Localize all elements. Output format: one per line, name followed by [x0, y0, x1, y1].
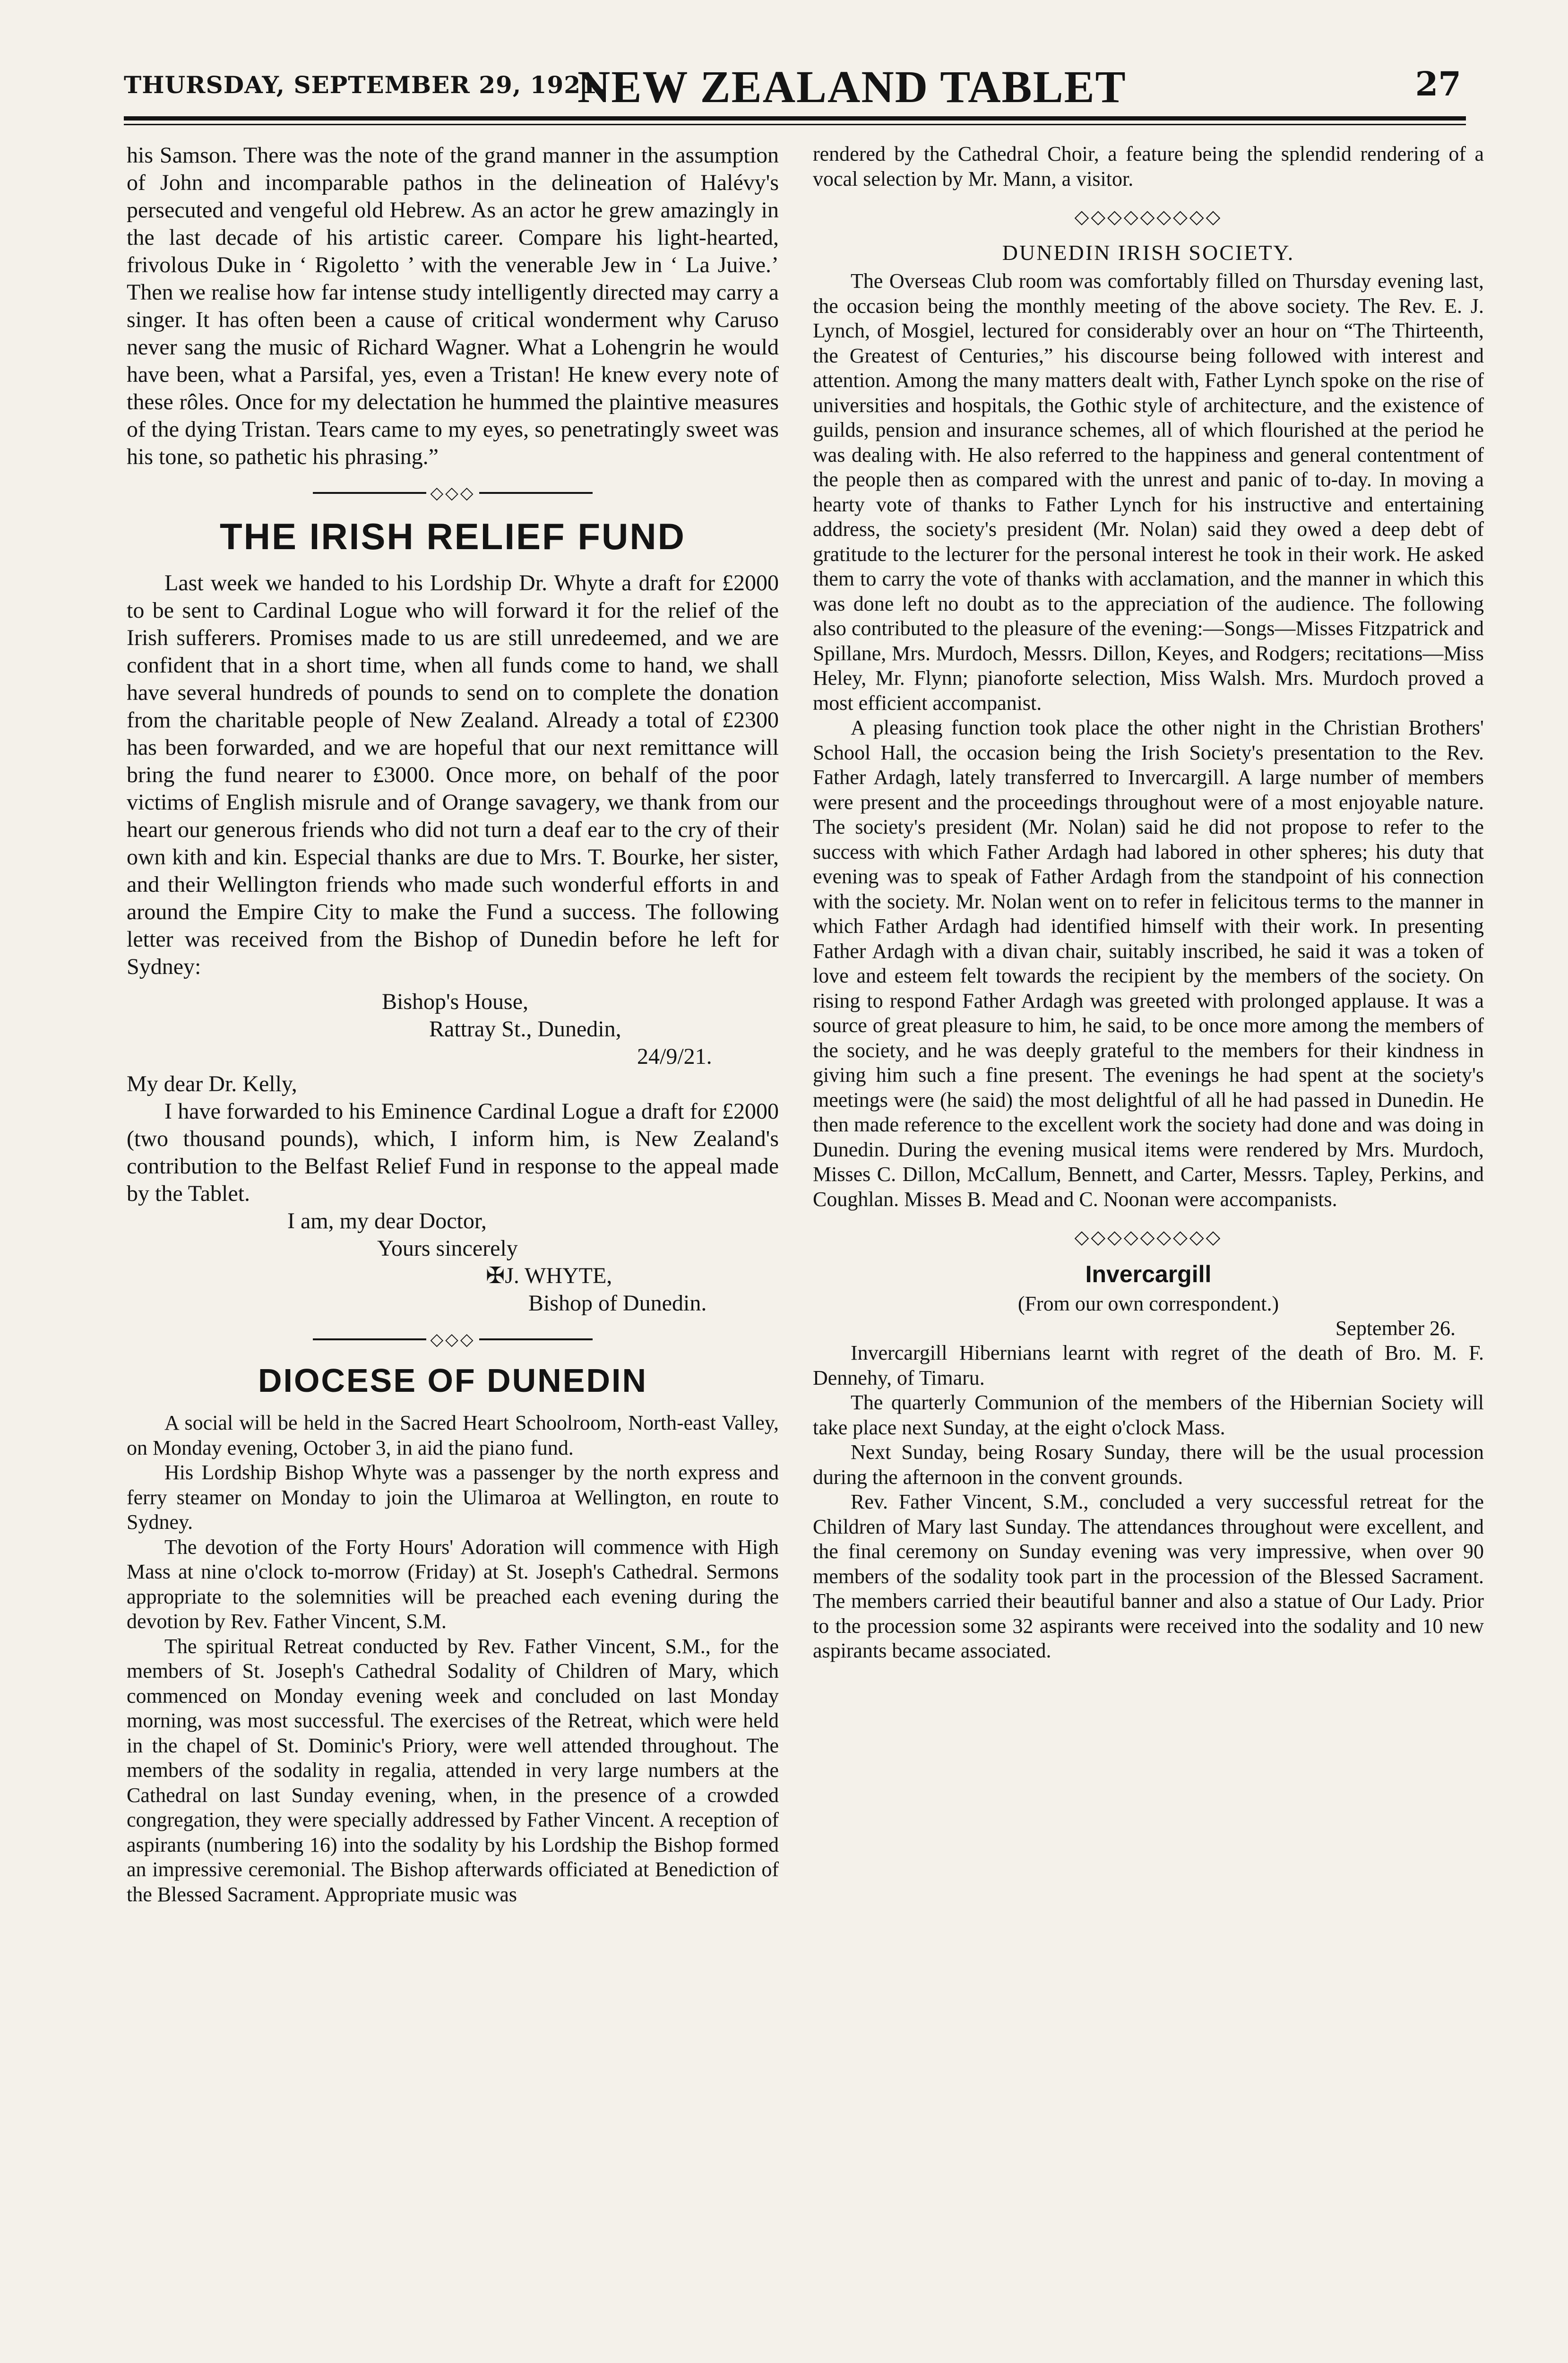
masthead-rule: [124, 116, 1466, 121]
invercargill-paragraph: The quarterly Communion of the members of the Hibernian Society will take place next Sunday, at the eight o'clock Mass.: [813, 1391, 1484, 1439]
letter-signature-title: Bishop of Dunedin.: [528, 1291, 707, 1316]
masthead-rule-thin: [124, 124, 1466, 125]
diocese-paragraph: His Lordship Bishop Whyte was a passenger by the north express and ferry steamer on Monday to join the Ulimaroa at Wellington, en route to Sydney.: [127, 1461, 779, 1534]
issue-date: THURSDAY, SEPTEMBER 29, 1921.: [124, 71, 607, 99]
caruso-article-end: his Samson. There was the note of the grand manner in the assumption of John and incomparable pathos in the delineation of Halévy's persecuted and vengeful old Hebrew. As an actor he grew amazingly in the last decade of his artistic career. Compare his light-hearted, frivolous Duke in ‘ Rigoletto ’ with the venerable Jew in ‘ La Juive.’ Then we realise how far intense study intelligently directed may carry a singer. It has often been a cause of critical wonderment why Caruso never sang the music of Richard Wagner. What a Lohengrin he would have been, what a Parsifal, yes, even a Tristan! He knew every note of these rôles. Once for my delectation he hummed the plaintive measures of the dying Tristan. Tears came to my eyes, so penetratingly sweet was his tone, so pathetic his phrasing.”: [127, 143, 779, 469]
letter-date: 24/9/21.: [637, 1044, 712, 1069]
invercargill-heading: Invercargill: [1085, 1261, 1212, 1287]
diocese-paragraph: A social will be held in the Sacred Heart Schoolroom, North-east Valley, on Monday evening, October 3, in aid the piano fund.: [127, 1411, 779, 1459]
section-divider: ◇◇◇: [127, 483, 779, 503]
letter-salutation: My dear Dr. Kelly,: [127, 1071, 297, 1096]
letter-body: I have forwarded to his Eminence Cardinal Logue a draft for £2000 (two thousand pounds), which, I inform him, is New Zealand's contribution to the Belfast Relief Fund in response to the appeal made by the Tablet.: [127, 1099, 779, 1206]
masthead: [124, 60, 1461, 122]
irish-society-paragraph: The Overseas Club room was comfortably filled on Thursday evening last, the occasion being the monthly meeting of the above society. The Rev. E. J. Lynch, of Mosgiel, lectured for considerably over an hour on “The Thirteenth, the Greatest of Centuries,” his discourse being followed with interest and attention. Among the many matters dealt with, Father Lynch spoke on the rise of universities and hospitals, the Gothic style of architecture, and the existence of guilds, pension and insurance schemes, all of which flourished at the period he was dealing with. He also referred to the happiness and general contentment of the people then as compared with the unrest and panic of to-day. In moving a hearty vote of thanks to Father Lynch for his instructive and entertaining address, the society's president (Mr. Nolan) said they owed a deep debt of gratitude to the lecturer for the personal interest he took in their work. He asked them to carry the vote of thanks with acclamation, and the manner in which this was done left no doubt as to the appreciation of the audience. The following also contributed to the pleasure of the evening:—Songs—Misses Fitzpatrick and Spillane, Mrs. Murdoch, Messrs. Dillon, Keyes, and Rodgers; recitations—Miss Heley, Mr. Flynn; pianoforte selection, Miss Walsh. Mrs. Murdoch proved a most efficient accompanist.: [813, 269, 1484, 715]
irish-relief-body: Last week we handed to his Lordship Dr. Whyte a draft for £2000 to be sent to Cardinal Logue who will forward it for the relief of the Irish sufferers. Promises made to us are still unredeemed, and we are confident that in a short time, when all funds come to hand, we shall have several hundreds of pounds to send on to complete the donation from the charitable people of New Zealand. Already a total of £2300 has been forwarded, and we are hopeful that our next remittance will bring the fund nearer to £3000. Once more, on behalf of the poor victims of English misrule and of Orange savagery, we thank from our heart our generous friends who did not turn a deaf ear to the cry of their own kith and kin. Especial thanks are due to Mrs. T. Bourke, her sister, and their Wellington friends who made such wonderful efforts in and around the Empire City to make the Fund a success. The following letter was received from the Bishop of Dunedin before he left for Sydney:: [127, 570, 779, 979]
letter-signature: ✠J. WHYTE,: [486, 1263, 612, 1288]
irish-relief-heading: THE IRISH RELIEF FUND: [219, 516, 686, 557]
invercargill-paragraph: Next Sunday, being Rosary Sunday, there will be the usual procession during the afternoon in the convent grounds.: [813, 1440, 1484, 1489]
letter: [127, 988, 779, 1317]
letter-address-1: Bishop's House,: [382, 989, 529, 1014]
letter-address-2: Rattray St., Dunedin,: [429, 1017, 621, 1042]
invercargill-paragraph: Rev. Father Vincent, S.M., concluded a very successful retreat for the Children of Mary last Sunday. The attendances throughout were excellent, and the final ceremony on Sunday evening was very impressive, when over 90 members of the sodality took part in the procession of the Blessed Sacrament. The members carried their beautiful banner and also a statue of Our Lady. Prior to the procession some 32 aspirants were received into the sodality and 10 new aspirants became associated.: [813, 1490, 1484, 1662]
irish-society-paragraph: A pleasing function took place the other night in the Christian Brothers' School Hall, the occasion being the Irish Society's presentation to the Rev. Father Ardagh, lately transferred to Invercargill. A large number of members were present and the proceedings throughout were of a most enjoyable nature. The society's president (Mr. Nolan) said he did not propose to refer to the success with which Father Ardagh had labored in other spheres; his duty that evening was to speak of Father Ardagh from the standpoint of his connection with the society. Mr. Nolan went on to refer in felicitous terms to the manner in which Father Ardagh had identified himself with their work. In presenting Father Ardagh with a divan chair, suitably inscribed, he said it was a token of love and esteem felt towards the recipient by the members of the society. On rising to respond Father Ardagh was greeted with prolonged applause. It was a source of great pleasure to him, he said, to be once more among the members of the society, and he was deeply grateful to the members for their kindness in giving him such a fine present. The evenings he had spent at the society's meetings were (he said) the most delightful of all he had passed in Dunedin. He then made reference to the excellent work the society had done and was doing in Dunedin. During the evening musical items were rendered by Mrs. Murdoch, Misses C. Dillon, McCallum, Bennett, and Carter, Messrs. Tapley, Perkins, and Coughlan. Misses B. Mead and C. Noonan were accompanists.: [813, 716, 1484, 1211]
left-column: [127, 142, 779, 1907]
correspondent-line: (From our own correspondent.): [1017, 1292, 1279, 1315]
letter-close-2: Yours sincerely: [377, 1236, 518, 1261]
diocese-continuation: rendered by the Cathedral Choir, a feature being the splendid rendering of a vocal selection by Mr. Mann, a visitor.: [813, 142, 1484, 190]
newspaper-title: NEW ZEALAND TABLET: [577, 61, 1127, 112]
ornament-row: ◇◇◇◇◇◇◇◇◇: [1074, 206, 1223, 227]
diocese-paragraph: The spiritual Retreat conducted by Rev. Father Vincent, S.M., for the members of St. Joseph's Cathedral Sodality of Children of Mary, which commenced on Monday evening week and concluded on last Monday morning, was most successful. The exercises of the Retreat, which were held in the chapel of St. Dominic's Priory, were well attended throughout. The members of the sodality in regalia, attended in very large numbers at the Cathedral on last Sunday evening, when, in the presence of a crowded congregation, they were specially addressed by Father Vincent. A reception of aspirants (numbering 16) into the sodality by his Lordship the Bishop formed an impressive ceremonial. The Bishop afterwards officiated at Benediction of the Blessed Sacrament. Appropriate music was: [127, 1634, 779, 1906]
ornament-row: ◇◇◇◇◇◇◇◇◇: [1074, 1226, 1223, 1248]
invercargill-paragraph: Invercargill Hibernians learnt with regret of the death of Bro. M. F. Dennehy, of Timaru.: [813, 1341, 1484, 1389]
diocese-heading: DIOCESE OF DUNEDIN: [258, 1362, 648, 1399]
right-column: [813, 142, 1484, 1664]
letter-close: I am, my dear Doctor,: [287, 1208, 487, 1233]
dateline: September 26.: [1335, 1317, 1456, 1340]
irish-society-heading: DUNEDIN IRISH SOCIETY.: [1002, 241, 1295, 265]
diocese-paragraph: The devotion of the Forty Hours' Adoration will commence with High Mass at nine o'clock to-morrow (Friday) at St. Joseph's Cathedral. Sermons appropriate to the solemnities will be preached each evening during the devotion by Rev. Father Vincent, S.M.: [127, 1535, 779, 1633]
page-number: 27: [1415, 64, 1461, 103]
section-divider: ◇◇◇: [127, 1329, 779, 1349]
